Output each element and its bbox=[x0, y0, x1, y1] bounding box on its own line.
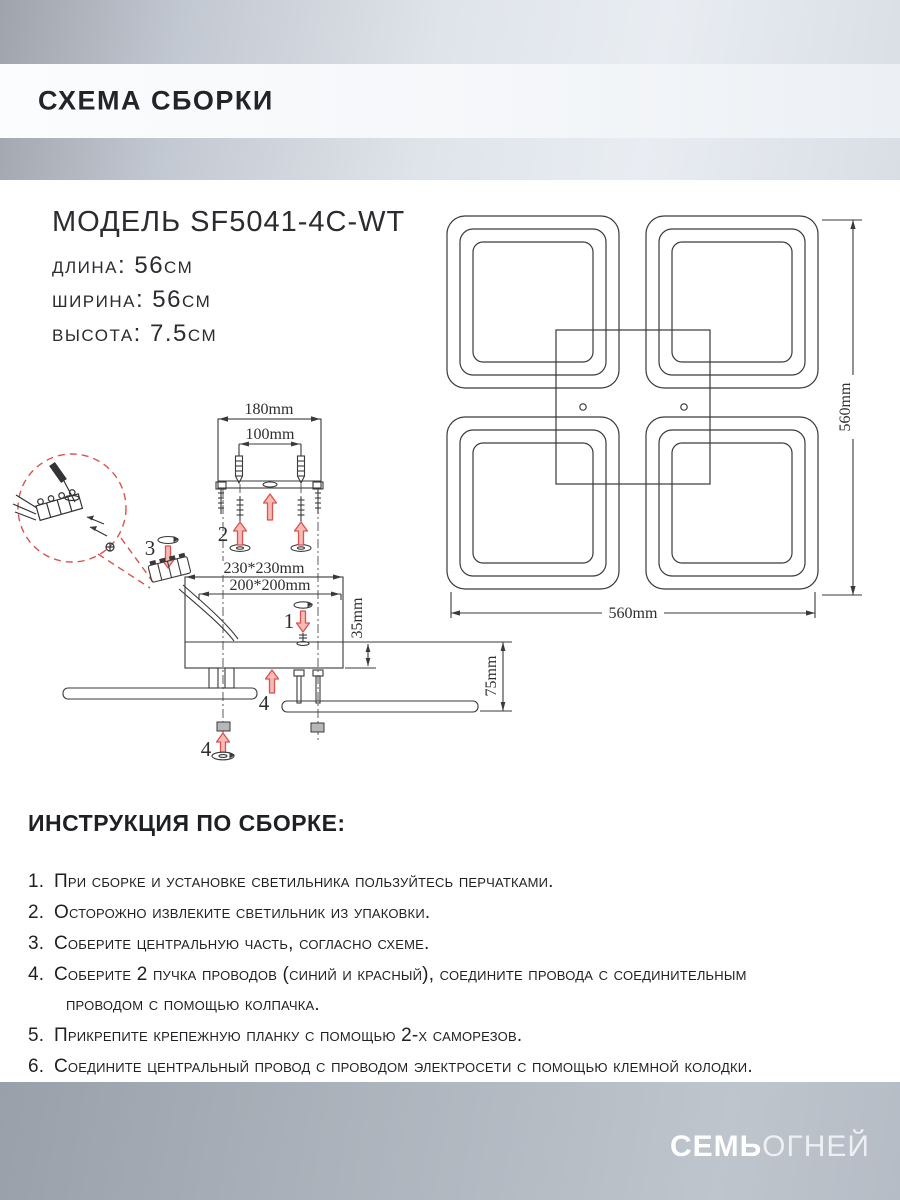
light-panel-right bbox=[282, 701, 478, 712]
canopy-screw bbox=[297, 633, 309, 646]
nut-left bbox=[217, 722, 230, 731]
insert-arrows bbox=[87, 516, 114, 552]
instruction-text: Соедините центральный провод с проводом электросети с помощью клемной колодки. bbox=[54, 1056, 753, 1077]
dim-230x230mm: 230*230mm bbox=[223, 560, 305, 577]
instruction-item-3 bbox=[28, 929, 890, 959]
step-4-label: 4 bbox=[258, 691, 270, 715]
step-3-label: 3 bbox=[144, 536, 156, 560]
dim-35mm: 35mm bbox=[349, 597, 366, 639]
instruction-number: 3. bbox=[28, 933, 45, 954]
canopy-legs bbox=[209, 668, 234, 688]
model-height: высота: 7.5см bbox=[52, 320, 218, 347]
led-ring-top-right bbox=[646, 216, 818, 388]
step-2-label: 2 bbox=[217, 522, 229, 546]
light-panel-left bbox=[63, 688, 257, 699]
panel-bolts bbox=[294, 670, 323, 703]
wires-sketch bbox=[13, 495, 37, 520]
brand-logo-light: ОГНЕЙ bbox=[762, 1130, 870, 1163]
brand-logo bbox=[670, 1130, 870, 1164]
dim-35-lines bbox=[345, 644, 376, 668]
red-arrow-up-center bbox=[264, 494, 277, 520]
header-title-strip bbox=[0, 64, 900, 138]
instruction-item-6 bbox=[28, 1052, 890, 1082]
rotate-icon bbox=[158, 536, 179, 544]
instruction-item-1 bbox=[28, 867, 890, 897]
instruction-number: 5. bbox=[28, 1025, 45, 1046]
led-ring-bottom-left bbox=[447, 417, 619, 589]
red-arrow-down-canopy-screw bbox=[297, 611, 310, 632]
instruction-text: Прикрепите крепежную планку с помощью 2-х саморезов. bbox=[54, 1025, 523, 1046]
bottom-washer bbox=[212, 752, 235, 760]
dim-560mm-width: 560mm bbox=[608, 605, 658, 622]
instruction-item-5 bbox=[28, 1021, 890, 1051]
instruction-text-line2: проводом с помощью колпачка. bbox=[66, 994, 320, 1015]
model-info bbox=[52, 206, 405, 351]
instruction-number: 4. bbox=[28, 964, 45, 985]
instruction-number: 6. bbox=[28, 1056, 45, 1077]
dim-100mm: 100mm bbox=[245, 426, 295, 443]
rotate-icon bbox=[294, 602, 313, 609]
top-view-diagram bbox=[430, 192, 900, 640]
led-ring-top-left bbox=[447, 216, 619, 388]
instruction-text: Соберите центральную часть, согласно схеме. bbox=[54, 933, 430, 954]
instruction-item-4 bbox=[28, 960, 890, 1020]
instruction-text: При сборке и установке светильника пользуйтесь перчатками. bbox=[54, 871, 554, 892]
screwdriver-icon bbox=[52, 464, 79, 502]
model-width: ширина: 56см bbox=[52, 286, 212, 313]
bracket-screw bbox=[315, 489, 321, 514]
dim-560mm-height: 560mm bbox=[837, 382, 854, 432]
wall-anchor bbox=[236, 456, 243, 483]
red-arrow-up-left-screw bbox=[234, 522, 247, 545]
plate-hole bbox=[580, 404, 586, 410]
page-title: СХЕМА СБОРКИ bbox=[38, 85, 274, 116]
step-4-label-bottom: 4 bbox=[200, 737, 212, 761]
instruction-text: Соберите 2 пучка проводов (синий и красный), соедините провода с соединительным bbox=[54, 964, 747, 985]
nut-right bbox=[311, 723, 324, 732]
wiring-detail-callout bbox=[13, 454, 153, 588]
model-name: МОДЕЛЬ SF5041-4C-WT bbox=[52, 206, 406, 238]
red-arrow-up-bottom-screw bbox=[217, 733, 230, 752]
led-ring-bottom-right bbox=[646, 417, 818, 589]
assembly-instructions bbox=[28, 810, 890, 1083]
central-plate bbox=[556, 330, 710, 484]
model-length: длина: 56см bbox=[52, 252, 194, 279]
instruction-item-2 bbox=[28, 898, 890, 928]
instruction-number: 1. bbox=[28, 871, 45, 892]
dim-200x200mm: 200*200mm bbox=[229, 577, 311, 594]
wall-anchor bbox=[298, 456, 305, 483]
red-arrow-up-panel bbox=[266, 670, 279, 693]
instruction-number: 2. bbox=[28, 902, 45, 923]
dim-75mm: 75mm bbox=[483, 655, 500, 697]
header-band bbox=[0, 0, 900, 180]
instructions-title: ИНСТРУКЦИЯ ПО СБОРКЕ: bbox=[28, 810, 346, 836]
terminal-block-sketch bbox=[34, 488, 82, 520]
dim-180mm: 180mm bbox=[244, 401, 294, 418]
footer-band bbox=[0, 1082, 900, 1200]
plate-hole bbox=[681, 404, 687, 410]
brand-logo-bold: СЕМЬ bbox=[669, 1130, 763, 1163]
red-arrow-up-right-screw bbox=[295, 522, 308, 545]
instruction-text: Осторожно извлеките светильник из упаковки. bbox=[54, 902, 431, 923]
step-1-label: 1 bbox=[283, 609, 295, 633]
